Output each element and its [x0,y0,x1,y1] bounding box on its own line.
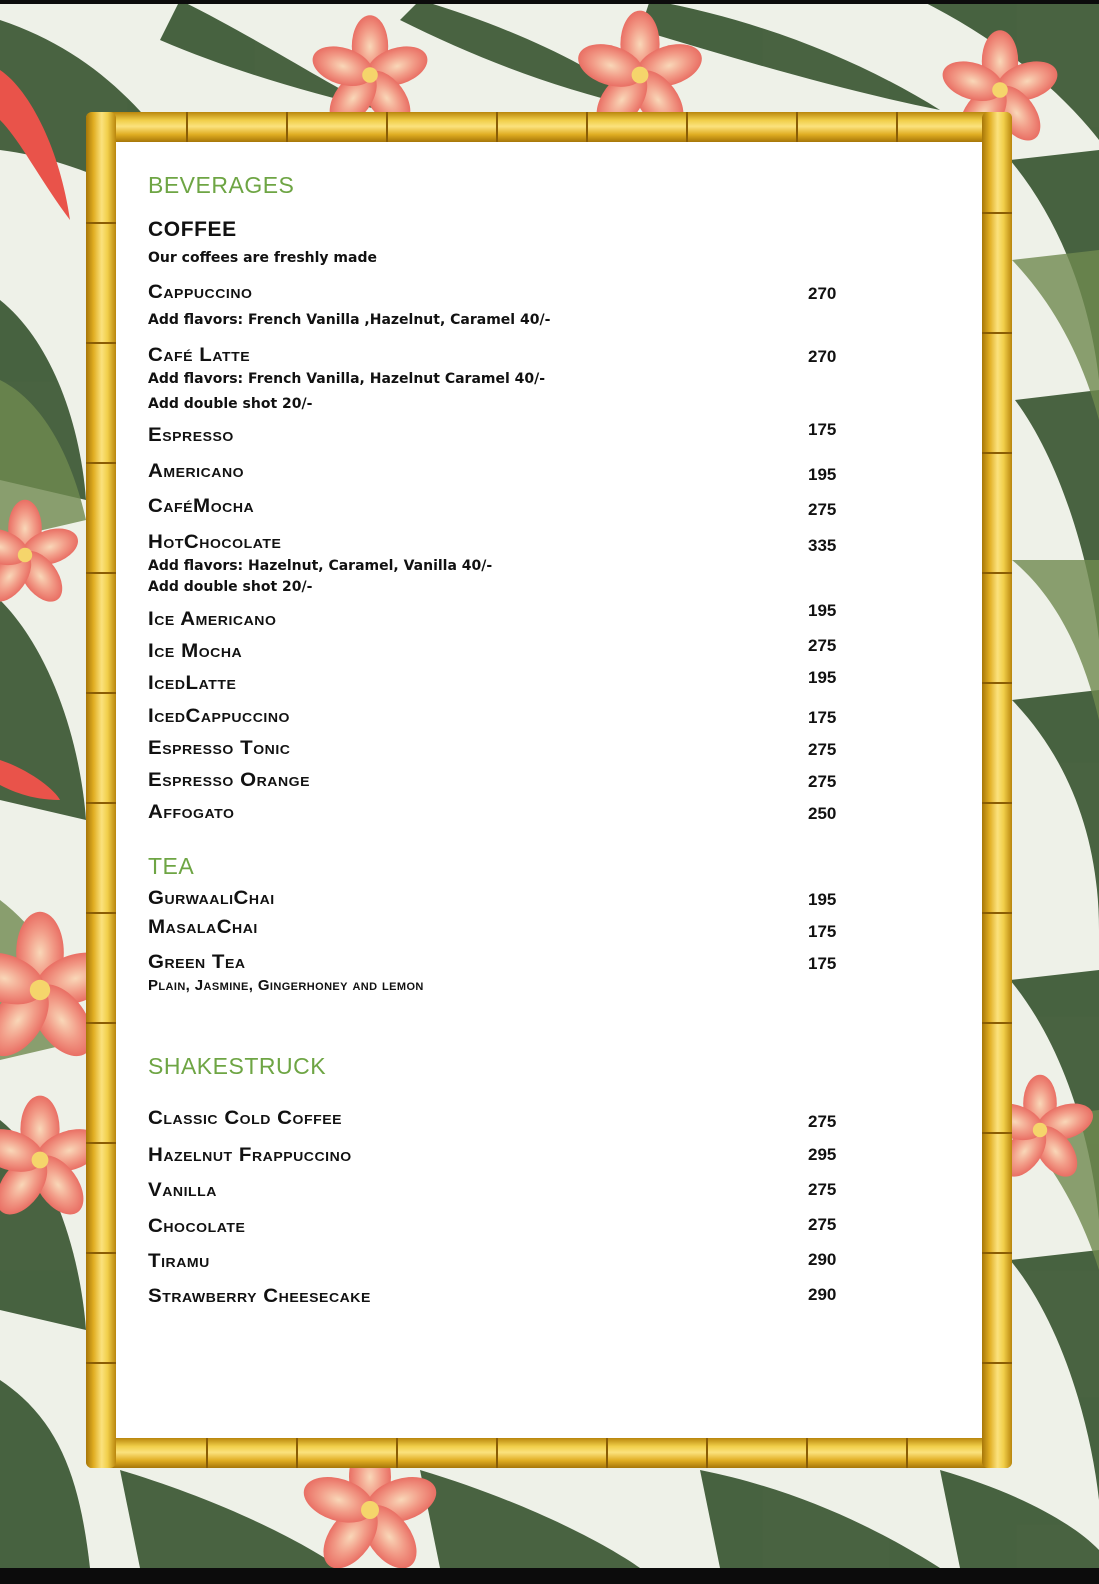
menu-item-price: 275 [808,636,837,655]
menu-item-price: 270 [808,284,837,303]
bottom-edge-bar [0,1568,1099,1584]
menu-item-name: CaféMocha [148,496,255,517]
section-title-tea: TEA [148,853,195,879]
menu-item-name: Chocolate [148,1216,246,1237]
menu-item-price: 175 [808,922,837,941]
menu-item-name: IcedLatte [148,673,237,694]
heading-coffee: COFFEE [148,218,237,241]
menu-item-note: Add double shot 20/- [148,396,313,412]
menu-item-price: 195 [808,890,837,909]
menu-item-name: Cappuccino [148,282,253,303]
menu-item-price: 275 [808,500,837,519]
menu-item-name: Green Tea [148,952,246,973]
menu-item-price: 195 [808,465,837,484]
menu-item-name: Espresso Orange [148,770,311,791]
menu-item-price: 175 [808,420,837,439]
menu-item-price: 290 [808,1250,837,1269]
menu-item-name: Tiramu [148,1251,210,1272]
menu-item-name: MasalaChai [148,917,258,938]
menu-item-name: Classic Cold Coffee [148,1108,343,1129]
menu-item-name: GurwaaliChai [148,888,275,909]
menu-item-price: 250 [808,804,837,823]
menu-item-name: Affogato [148,802,235,823]
menu-item-note: Add double shot 20/- [148,579,313,595]
menu-item-name: Ice Americano [148,609,277,630]
menu-item-price: 295 [808,1145,837,1164]
menu-item-price: 275 [808,1112,837,1131]
menu-item-name: Hazelnut Frappuccino [148,1145,352,1166]
menu-item-price: 175 [808,708,837,727]
menu-item-name: Ice Mocha [148,641,243,662]
menu-item-name: Espresso [148,425,234,446]
menu-item-price: 290 [808,1285,837,1304]
menu-item-note: Add flavors: French Vanilla, Hazelnut Caramel 40/- [148,371,546,387]
menu-item-name: IcedCappuccino [148,706,290,727]
menu-item-price: 195 [808,601,837,620]
section-title-shakestruck: SHAKESTRUCK [148,1053,327,1079]
menu-item-price: 275 [808,1180,837,1199]
menu-item-price: 275 [808,740,837,759]
menu-item-price: 195 [808,668,837,687]
menu-item-note: Add flavors: Hazelnut, Caramel, Vanilla 40/- [148,558,493,574]
menu-item-name: Espresso Tonic [148,738,291,759]
menu-item-price: 275 [808,772,837,791]
menu-item-name: Americano [148,461,245,482]
menu-item-price: 175 [808,954,837,973]
section-title-beverages: BEVERAGES [148,172,295,198]
menu-item-note: Add flavors: French Vanilla ,Hazelnut, Caramel 40/- [148,312,551,328]
menu-item-name: Strawberry Cheesecake [148,1286,371,1307]
menu-item-name: Café Latte [148,345,251,366]
menu-item-note: Plain, Jasmine, Gingerhoney and lemon [148,977,424,994]
menu-item-name: Vanilla [148,1180,217,1201]
coffee-note: Our coffees are freshly made [148,250,377,266]
menu-item-name: HotChocolate [148,532,282,553]
menu-item-price: 275 [808,1215,837,1234]
menu-item-price: 270 [808,347,837,366]
menu-item-price: 335 [808,536,837,555]
